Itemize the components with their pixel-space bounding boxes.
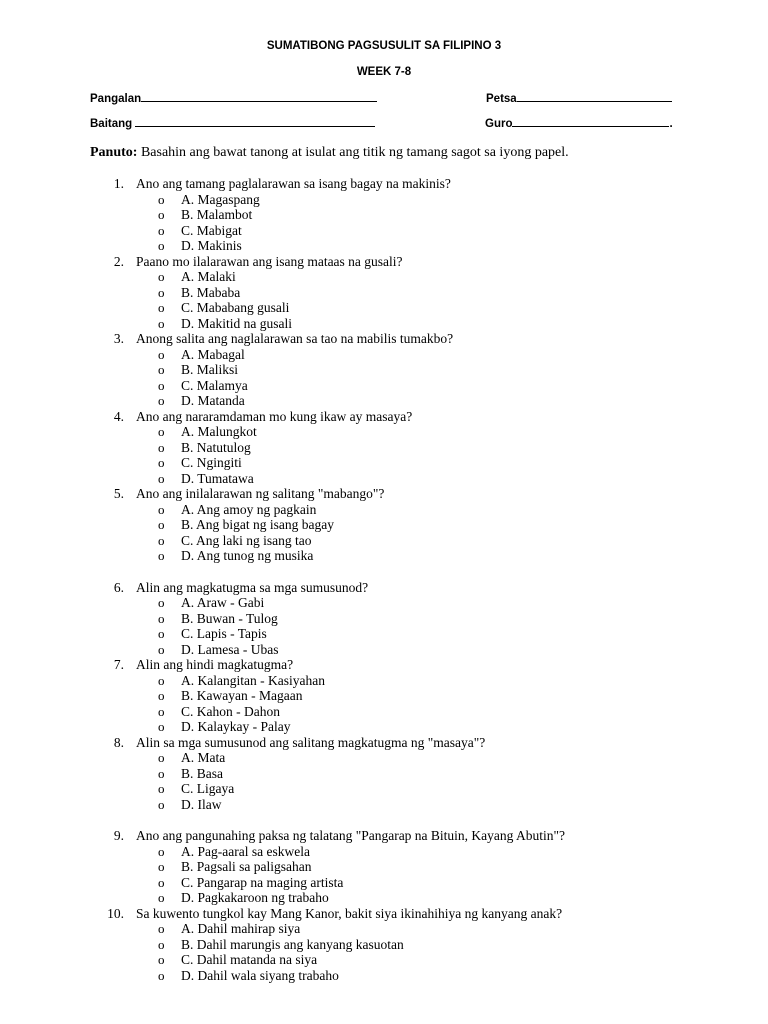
bullet-icon: o [158, 843, 165, 859]
week-label: WEEK 7-8 [356, 66, 412, 78]
answer-option-text: A. Kalangitan - Kasiyahan [181, 672, 325, 688]
question-text: Paano mo ilalarawan ang isang mataas na gusali? [136, 253, 403, 269]
answer-option[interactable] [0, 642, 768, 658]
answer-option[interactable] [0, 471, 768, 487]
bullet-icon: o [158, 967, 165, 983]
answer-option[interactable] [0, 424, 768, 440]
answer-option-text: A. Pag-aaral sa eskwela [181, 843, 310, 859]
directions [90, 145, 569, 161]
question-text: Ano ang pangunahing paksa ng talatang "Pangarap na Bituin, Kayang Abutin"? [136, 828, 566, 843]
question-text: Ano ang inilalarawan ng salitang "mabango"? [136, 486, 385, 501]
answer-option-text: A. Mabagal [181, 346, 245, 362]
question-item [0, 657, 768, 673]
date-field[interactable] [486, 91, 672, 105]
question-number: 10. [107, 905, 124, 921]
answer-option[interactable] [0, 347, 768, 363]
answer-option[interactable] [0, 766, 768, 782]
answer-option-text: A. Mata [181, 750, 226, 765]
answer-option-text: C. Ngingiti [181, 455, 242, 470]
name-label: Pangalan [90, 93, 142, 105]
bullet-icon: o [158, 470, 165, 486]
question-text: Alin ang magkatugma sa mga sumusunod? [136, 579, 369, 595]
answer-option-text: A. Magaspang [181, 191, 260, 207]
answer-option-text: A. Dahil mahirap siya [181, 921, 301, 936]
answer-option-text: B. Ang bigat ng isang bagay [181, 517, 334, 532]
answer-option-text: A. Araw - Gabi [181, 595, 265, 610]
bullet-icon: o [158, 765, 165, 781]
answer-option-text: C. Mababang gusali [181, 300, 290, 315]
question-item [0, 906, 768, 922]
teacher-label: Guro [485, 118, 513, 130]
bullet-icon: o [158, 921, 165, 936]
answer-option-text: C. Dahil matanda na siya [181, 952, 318, 967]
answer-option[interactable] [0, 362, 768, 378]
bullet-icon: o [158, 315, 165, 331]
answer-option-text: C. Kahon - Dahon [181, 703, 280, 719]
section-spacer [0, 812, 768, 828]
answer-option[interactable] [0, 300, 768, 316]
date-label: Petsa [486, 93, 517, 105]
answer-option-text: B. Mababa [181, 284, 241, 300]
answer-option-text: B. Basa [181, 765, 223, 781]
answer-option[interactable] [0, 688, 768, 704]
answer-option-text: D. Lamesa - Ubas [181, 641, 279, 657]
bullet-icon: o [158, 548, 165, 563]
question-item [0, 580, 768, 596]
bullet-icon: o [158, 424, 165, 439]
answer-option[interactable] [0, 952, 768, 968]
answer-option-text: C. Lapis - Tapis [181, 626, 267, 641]
grade-field[interactable] [90, 116, 375, 130]
bullet-icon: o [158, 517, 165, 532]
question-number: 4. [113, 408, 124, 424]
question-item [0, 409, 768, 425]
bullet-icon: o [158, 284, 165, 300]
bullet-icon: o [158, 439, 165, 455]
question-number: 7. [113, 657, 124, 672]
date-blank-line[interactable] [517, 91, 672, 102]
question-item [0, 331, 768, 347]
answer-option[interactable] [0, 548, 768, 564]
answer-option[interactable] [0, 192, 768, 208]
page-title: SUMATIBONG PAGSUSULIT SA FILIPINO 3 [266, 40, 502, 52]
teacher-field-period: . [669, 118, 673, 130]
bullet-icon: o [158, 781, 165, 796]
bullet-icon: o [158, 890, 165, 905]
answer-option-text: B. Maliksi [181, 362, 239, 377]
answer-option-text: D. Kalaykay - Palay [181, 719, 291, 734]
question-number: 5. [113, 486, 124, 501]
bullet-icon: o [158, 859, 165, 874]
answer-option[interactable] [0, 937, 768, 953]
directions-label: Panuto: [90, 145, 138, 160]
answer-option[interactable] [0, 719, 768, 735]
answer-option-text: C. Ang laki ng isang tao [181, 532, 312, 548]
answer-option[interactable] [0, 781, 768, 797]
name-field[interactable] [90, 91, 377, 105]
answer-option-text: C. Pangarap na maging artista [181, 874, 344, 890]
answer-option[interactable] [0, 207, 768, 223]
answer-option[interactable] [0, 238, 768, 254]
answer-option[interactable] [0, 502, 768, 518]
bullet-icon: o [158, 796, 165, 812]
bullet-icon: o [158, 207, 165, 222]
bullet-icon: o [158, 874, 165, 890]
answer-option-text: C. Mabigat [181, 222, 242, 238]
bullet-icon: o [158, 300, 165, 315]
answer-option-text: B. Malambot [181, 207, 253, 222]
bullet-icon: o [158, 501, 165, 517]
answer-option-text: D. Dahil wala siyang trabaho [181, 967, 339, 983]
question-number: 9. [113, 828, 124, 843]
teacher-field[interactable] [485, 116, 673, 130]
question-number: 3. [113, 331, 124, 346]
question-item [0, 176, 768, 192]
answer-option-text: D. Makinis [181, 238, 242, 253]
question-number: 2. [113, 253, 124, 269]
bullet-icon: o [158, 703, 165, 719]
answer-option[interactable] [0, 269, 768, 285]
bullet-icon: o [158, 362, 165, 377]
question-text: Sa kuwento tungkol kay Mang Kanor, bakit siya ikinahihiya ng kanyang anak? [136, 905, 563, 921]
question-text: Alin sa mga sumusunod ang salitang magkatugma ng "masaya"? [136, 734, 486, 750]
name-blank-line[interactable] [141, 91, 377, 102]
question-text: Ano ang tamang paglalarawan sa isang bagay na makinis? [136, 176, 451, 191]
answer-option[interactable] [0, 859, 768, 875]
answer-option[interactable] [0, 750, 768, 766]
answer-option[interactable] [0, 611, 768, 627]
question-number: 1. [113, 176, 124, 191]
answer-option-text: B. Buwan - Tulog [181, 610, 278, 626]
answer-option[interactable] [0, 316, 768, 332]
grade-label: Baitang [90, 118, 133, 130]
answer-option-text: B. Natutulog [181, 439, 251, 455]
question-number: 6. [113, 579, 124, 595]
answer-option[interactable] [0, 673, 768, 689]
answer-option-text: C. Malamya [181, 377, 248, 393]
question-text: Ano ang nararamdaman mo kung ikaw ay masaya? [136, 408, 413, 424]
bullet-icon: o [158, 222, 165, 238]
question-text: Alin ang hindi magkatugma? [136, 657, 294, 672]
answer-option-text: D. Ilaw [181, 796, 222, 812]
bullet-icon: o [158, 719, 165, 734]
bullet-icon: o [158, 641, 165, 657]
bullet-icon: o [158, 191, 165, 207]
answer-option[interactable] [0, 875, 768, 891]
answer-option[interactable] [0, 440, 768, 456]
question-item [0, 254, 768, 270]
answer-option[interactable] [0, 285, 768, 301]
answer-option[interactable] [0, 968, 768, 984]
bullet-icon: o [158, 346, 165, 362]
bullet-icon: o [158, 626, 165, 641]
question-number: 8. [113, 734, 124, 750]
answer-option-text: D. Makitid na gusali [181, 315, 292, 331]
question-item [0, 735, 768, 751]
section-spacer [0, 564, 768, 580]
bullet-icon: o [158, 377, 165, 393]
directions-text: Basahin ang bawat tanong at isulat ang titik ng tamang sagot sa iyong papel. [137, 145, 569, 160]
answer-option[interactable] [0, 517, 768, 533]
answer-option[interactable] [0, 844, 768, 860]
bullet-icon: o [158, 672, 165, 688]
answer-option-text: C. Ligaya [181, 781, 235, 796]
answer-option[interactable] [0, 393, 768, 409]
answer-option-text: B. Kawayan - Magaan [181, 688, 303, 703]
bullet-icon: o [158, 269, 165, 284]
answer-option[interactable] [0, 223, 768, 239]
answer-option-text: B. Dahil marungis ang kanyang kasuotan [181, 936, 404, 952]
answer-option[interactable] [0, 626, 768, 642]
bullet-icon: o [158, 238, 165, 253]
answer-option[interactable] [0, 921, 768, 937]
question-item [0, 486, 768, 502]
answer-option-text: D. Pagkakaroon ng trabaho [181, 890, 329, 905]
answer-option[interactable] [0, 455, 768, 471]
answer-option[interactable] [0, 704, 768, 720]
answer-option[interactable] [0, 797, 768, 813]
bullet-icon: o [158, 936, 165, 952]
answer-option[interactable] [0, 595, 768, 611]
bullet-icon: o [158, 532, 165, 548]
answer-option-text: B. Pagsali sa paligsahan [181, 859, 312, 874]
teacher-blank-line[interactable] [512, 116, 669, 127]
question-item [0, 828, 768, 844]
answer-option-text: A. Malungkot [181, 424, 257, 439]
answer-option[interactable] [0, 378, 768, 394]
answer-option[interactable] [0, 890, 768, 906]
answer-option-text: D. Tumatawa [181, 470, 254, 486]
answer-option-text: A. Ang amoy ng pagkain [181, 501, 317, 517]
bullet-icon: o [158, 393, 165, 408]
answer-option-text: A. Malaki [181, 269, 236, 284]
question-text: Anong salita ang naglalarawan sa tao na mabilis tumakbo? [136, 331, 454, 346]
bullet-icon: o [158, 688, 165, 703]
grade-blank-line[interactable] [135, 116, 375, 127]
bullet-icon: o [158, 610, 165, 626]
question-list [0, 176, 768, 983]
answer-option[interactable] [0, 533, 768, 549]
answer-option-text: D. Matanda [181, 393, 245, 408]
bullet-icon: o [158, 952, 165, 967]
answer-option-text: D. Ang tunog ng musika [181, 548, 314, 563]
bullet-icon: o [158, 750, 165, 765]
bullet-icon: o [158, 455, 165, 470]
bullet-icon: o [158, 595, 165, 610]
